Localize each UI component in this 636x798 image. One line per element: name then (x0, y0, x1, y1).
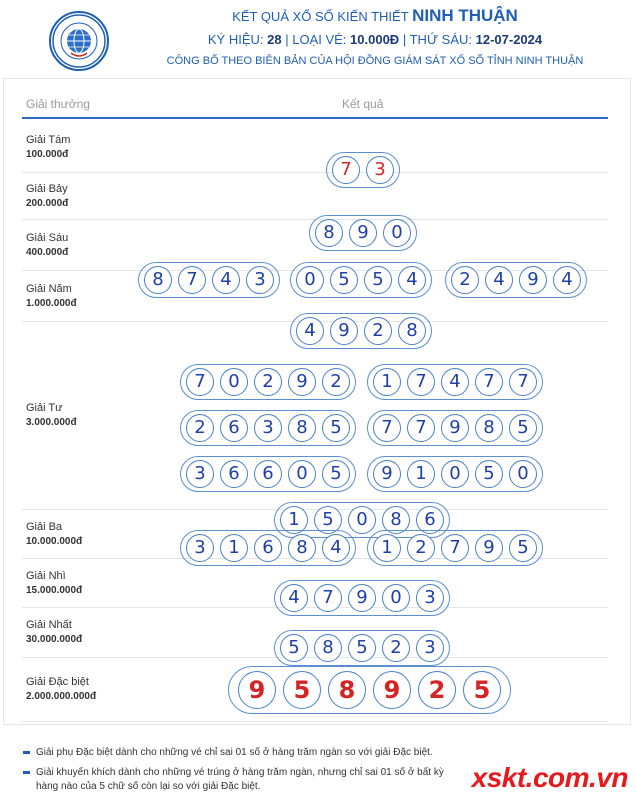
page-header (0, 0, 636, 78)
number-ball: 7 (407, 414, 435, 442)
number-ball: 2 (254, 368, 282, 396)
number-ball: 8 (288, 534, 316, 562)
prize-name: Giải Tám (26, 134, 71, 146)
prize-name: Giải Ba (26, 521, 63, 533)
number-ball: 8 (314, 634, 342, 662)
prize-name: Giải Năm (26, 283, 72, 295)
prize-value: 400.000đ (26, 247, 69, 258)
number-ball: 6 (254, 460, 282, 488)
number-ball: 9 (348, 584, 376, 612)
prize-name: Giải Sáu (26, 232, 69, 244)
number-ball: 5 (280, 634, 308, 662)
number-ball: 0 (383, 219, 411, 247)
number-ball: 0 (441, 460, 469, 488)
notes (22, 746, 462, 798)
number-ball: 6 (254, 534, 282, 562)
number-ball: 9 (330, 317, 358, 345)
number-ball: 0 (288, 460, 316, 488)
number-ball: 8 (315, 219, 343, 247)
table-header (22, 96, 608, 119)
number-ball: 3 (416, 584, 444, 612)
number-ball: 3 (366, 156, 394, 184)
number-ball: 7 (186, 368, 214, 396)
number-ball: 4 (398, 266, 426, 294)
number-ball: 1 (407, 460, 435, 488)
number-ball: 3 (186, 460, 214, 488)
prize-name: Giải Nhì (26, 570, 66, 582)
winning-number (367, 364, 543, 400)
number-ball: 0 (220, 368, 248, 396)
number-ball: 6 (416, 506, 444, 534)
number-ball: 2 (186, 414, 214, 442)
number-ball: 0 (296, 266, 324, 294)
page-subtitle: CÔNG BỐ THEO BIÊN BẢN CỦA HỘI ĐỒNG GIÁM SÁT XỔ SỐ TỈNH NINH THUẬN (166, 55, 584, 67)
winning-number (180, 364, 356, 400)
lottery-logo (49, 11, 109, 71)
number-ball: 8 (144, 266, 172, 294)
column-result: Kết quả (342, 97, 384, 111)
prize-value: 3.000.000đ (26, 417, 77, 428)
prize-value: 1.000.000đ (26, 298, 77, 309)
number-ball: 5 (283, 671, 321, 709)
number-ball: 6 (220, 460, 248, 488)
prize-name: Giải Nhất (26, 619, 72, 631)
separator: | (402, 32, 407, 47)
number-ball: 9 (238, 671, 276, 709)
number-ball: 7 (509, 368, 537, 396)
prize-value: 10.000.000đ (26, 536, 83, 547)
number-ball: 1 (373, 368, 401, 396)
number-ball: 4 (296, 317, 324, 345)
site-watermark: xskt.com.vn (471, 762, 628, 793)
ticket-info (140, 32, 610, 47)
number-ball: 1 (373, 534, 401, 562)
number-ball: 8 (382, 506, 410, 534)
globe-icon (51, 13, 107, 69)
winning-number (180, 410, 356, 446)
number-ball: 5 (463, 671, 501, 709)
prize-name: Giải Đặc biệt (26, 676, 89, 688)
number-ball: 9 (288, 368, 316, 396)
winning-number (180, 456, 356, 492)
loai-ve-value: 10.000Đ (350, 32, 400, 47)
prize-value: 2.000.000.000đ (26, 691, 97, 702)
number-ball: 9 (519, 266, 547, 294)
number-ball: 7 (373, 414, 401, 442)
number-ball: 7 (475, 368, 503, 396)
number-ball: 2 (407, 534, 435, 562)
number-ball: 7 (314, 584, 342, 612)
number-ball: 4 (212, 266, 240, 294)
number-ball: 7 (332, 156, 360, 184)
number-ball: 3 (254, 414, 282, 442)
number-ball: 5 (322, 414, 350, 442)
prize-row (22, 559, 608, 608)
bullet-icon (23, 771, 30, 774)
loai-ve-label: LOẠI VÉ: (292, 32, 347, 47)
number-ball: 5 (348, 634, 376, 662)
number-ball: 2 (382, 634, 410, 662)
number-ball: 8 (475, 414, 503, 442)
number-ball: 5 (475, 460, 503, 488)
title-brand: NINH THUẬN (412, 6, 518, 25)
number-ball: 1 (280, 506, 308, 534)
winning-number (367, 410, 543, 446)
number-ball: 5 (509, 414, 537, 442)
number-ball: 8 (288, 414, 316, 442)
number-ball: 5 (364, 266, 392, 294)
title-prefix: KẾT QUẢ XỔ SỐ KIẾN THIẾT (232, 9, 409, 24)
prize-value: 15.000.000đ (26, 585, 83, 596)
prize-row (22, 271, 608, 341)
number-ball: 8 (398, 317, 426, 345)
number-ball: 8 (328, 671, 366, 709)
number-ball: 1 (220, 534, 248, 562)
prize-value: 30.000.000đ (26, 634, 83, 645)
prize-name: Giải Bảy (26, 183, 68, 195)
number-ball: 3 (186, 534, 214, 562)
number-ball: 2 (364, 317, 392, 345)
number-ball: 5 (322, 460, 350, 488)
winning-number (228, 666, 511, 714)
number-ball: 5 (330, 266, 358, 294)
number-ball: 9 (349, 219, 377, 247)
prize-name: Giải Tư (26, 402, 63, 414)
ky-hieu-label: KÝ HIỆU: (207, 32, 264, 47)
number-ball: 9 (373, 671, 411, 709)
ky-hieu-value: 28 (267, 32, 282, 47)
number-ball: 4 (485, 266, 513, 294)
number-ball: 5 (314, 506, 342, 534)
number-ball: 9 (475, 534, 503, 562)
number-ball: 3 (416, 634, 444, 662)
number-ball: 6 (220, 414, 248, 442)
number-ball: 4 (322, 534, 350, 562)
note-item (22, 766, 462, 794)
page-title (140, 6, 610, 26)
draw-date: 12-07-2024 (475, 32, 543, 47)
separator: | (285, 32, 289, 47)
prize-row (22, 122, 608, 180)
prize-row (22, 658, 608, 722)
number-ball: 2 (418, 671, 456, 709)
number-ball: 3 (246, 266, 274, 294)
note-item (22, 746, 462, 760)
number-ball: 7 (407, 368, 435, 396)
number-ball: 4 (553, 266, 581, 294)
number-ball: 2 (322, 368, 350, 396)
number-ball: 2 (451, 266, 479, 294)
number-ball: 4 (441, 368, 469, 396)
number-ball: 9 (373, 460, 401, 488)
note-text: Giải khuyến khích dành cho những vé trúng ở hàng trăm ngàn, nhưng chỉ sai 01 số ở bất kỳ hàng nào của 5 chữ số còn lại so với giải Đặc biệt. (36, 767, 444, 792)
number-ball: 0 (382, 584, 410, 612)
number-ball: 7 (441, 534, 469, 562)
number-ball: 7 (178, 266, 206, 294)
prize-value: 200.000đ (26, 198, 69, 209)
number-ball: 9 (441, 414, 469, 442)
day-label: THỨ SÁU: (409, 32, 472, 47)
number-ball: 4 (280, 584, 308, 612)
winning-number (367, 456, 543, 492)
prize-row (22, 510, 608, 559)
prize-row (22, 608, 608, 658)
note-text: Giải phụ Đặc biệt dành cho những vé chỉ sai 01 số ở hàng trăm ngàn so với giải Đặc biệt. (36, 747, 433, 758)
number-ball: 0 (509, 460, 537, 488)
number-ball: 0 (348, 506, 376, 534)
bullet-icon (23, 751, 30, 754)
number-ball: 5 (509, 534, 537, 562)
prize-value: 100.000đ (26, 149, 69, 160)
column-prize: Giải thưởng (26, 97, 90, 111)
